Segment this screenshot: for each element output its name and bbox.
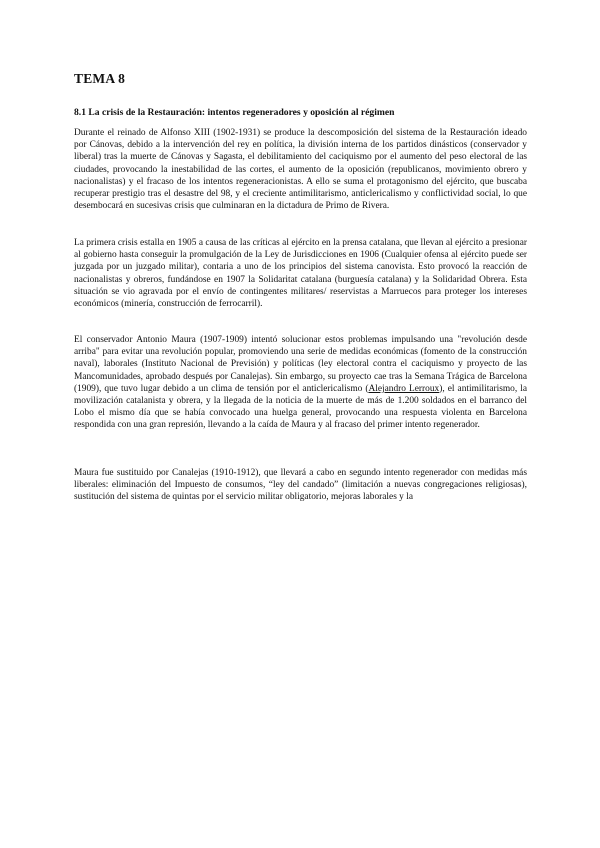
section-heading: 8.1 La crisis de la Restauración: intentos regeneradores y oposición al régimen: [74, 107, 395, 118]
paragraph-1: Durante el reinado de Alfonso XIII (1902-1931) se produce la descomposición del sistema de la Restauración ideado por Cánovas, debido a la intervención del rey en política, la división interna de los partidos dinásticos (conservador y liberal) tras la muerte de Cánovas y Sagasta, el debilitamiento del caciquismo por el aumento del peso electoral de las ciudades, provocando la inestabilidad de las cortes, el aumento de la oposición (republicanos, movimiento obrero y nacionalistas) y el fracaso de los intentos regeneracionistas. A ello se suma el protagonismo del ejército, que buscaba recuperar prestigio tras el desastre del 98, y el creciente antimilitarismo, anticlericalismo y conflictividad social, lo que desembocará en sucesivas crisis que culminaran en la dictadura de Primo de Rivera.: [74, 128, 527, 212]
paragraph-2: La primera crisis estalla en 1905 a causa de las críticas al ejército en la prensa catalana, que llevan al ejército a presionar al gobierno hasta conseguir la promulgación de la Ley de Jurisdicciones en 1906 (Cualquier ofensa al ejército puede ser juzgada por un juzgado militar), contaria a uno de los principios del sistema canovista. Esto provocó la reacción de nacionalistas y obreros, fundándose en 1907 la Solidaritat catalana (burguesía catalana) y la Solidaridad Obrera. Esta situación se vio agravada por el envío de contingentes militares/ reservistas a Marruecos para proteger los intereses económicos (minería, construcción de ferrocarril).: [74, 238, 527, 310]
paragraph-3: [74, 334, 527, 432]
paragraph-4: Maura fue sustituido por Canalejas (1910-1912), que llevará a cabo en segundo intento regenerador con medidas más liberales: eliminación del Impuesto de consumos, “ley del candado” (limitación a nuevas congregaciones religiosas), sustitución del sistema de quintas por el servicio militar obligatorio, mejoras laborales y la: [74, 468, 527, 503]
paragraph-3-text-start: El conservador Antonio Maura (1907-1909) intentó solucionar estos problemas impulsando una "revolución desde arriba" para evitar una revolución popular, promoviendo una serie de medidas económicas (fomento de la construcción naval), laborales (Instituto Nacional de Previsión) y políticas (ley electoral contra el caciquismo y proyecto de las Mancomunidades, aprobado después por Canalejas). Sin embargo, su proyecto cae tras la Semana Trágica de Barcelona (1909), que tuvo lugar debido a un clima de tensión por el anticlericalismo (: [74, 335, 527, 394]
alejandro-lerroux-link[interactable]: Alejandro Lerroux: [368, 383, 440, 394]
page-title: TEMA 8: [74, 71, 126, 86]
paragraph-3-text-end: ), el antimilitarismo, la movilización catalanista y obrera, y la llegada de la noticia de la muerte de más de 1.200 soldados en el barranco del Lobo el mismo día que se había convocado una huelga general, provocando una respuesta violenta en Barcelona respondida con una gran represión, llevando a la caída de Maura y al fracaso del primer intento regenerador.: [74, 383, 527, 431]
